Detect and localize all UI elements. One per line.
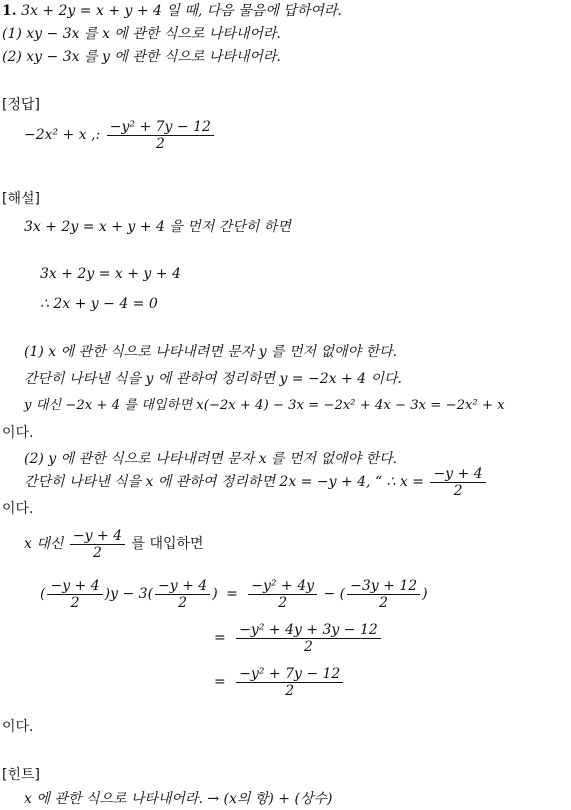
calc-left-frac-2-den: 2: [178, 594, 188, 611]
calc-r1-close: ): [422, 586, 428, 602]
calc-r1-frac-2-num: −3y + 12: [347, 578, 420, 595]
calc-left-frac-2-num: −y + 4: [155, 578, 210, 595]
problem-stem: 3x + 2y = x + y + 4 일 때, 다음 물음에 답하여라.: [21, 3, 342, 19]
part1-line4: 이다.: [2, 425, 34, 441]
calc-left-close: ): [212, 586, 218, 602]
calc-left-mid: )y − 3(: [104, 586, 154, 602]
calc-eq-2: =: [214, 630, 226, 646]
subst-frac-num: −y + 4: [70, 528, 125, 545]
calc-r3-frac-den: 2: [285, 682, 295, 699]
answer-heading: [정답]: [2, 97, 40, 113]
calc-r1-frac-1: [248, 578, 317, 611]
calc-r3-frac-num: −y² + 7y − 12: [236, 666, 343, 683]
answer-text: −2x² + x ,:: [24, 127, 101, 143]
hint-text: x 에 관한 식으로 나타내어라. → (x의 항) + (상수): [24, 791, 333, 807]
question-2: (2) xy − 3x 를 y 에 관한 식으로 나타내어라.: [2, 49, 281, 65]
calc-r1-frac-2-den: 2: [379, 594, 389, 611]
subst-fraction: [70, 528, 125, 561]
calc-left-frac-1: [47, 578, 102, 611]
calc-eq-1: =: [226, 586, 238, 602]
problem-header: [2, 2, 342, 20]
calc-r1-frac-2: [347, 578, 420, 611]
calc-row-2: [214, 618, 383, 658]
answer-line: [24, 115, 216, 155]
subst-frac-den: 2: [92, 544, 102, 561]
calc-r2-frac-num: −y² + 4y + 3y − 12: [236, 622, 381, 639]
part2-frac-den: 2: [453, 482, 463, 499]
solution-eq1: 3x + 2y = x + y + 4: [40, 266, 181, 282]
hint-heading: [힌트]: [2, 767, 40, 783]
calc-r3-frac: [236, 666, 343, 699]
part1-line3: y 대신 −2x + 4 를 대입하면 x(−2x + 4) − 3x = −2x² + 4x − 3x = −2x² + x: [24, 398, 505, 413]
question-1: (1) xy − 3x 를 x 에 관한 식으로 나타내어라.: [2, 26, 281, 42]
part1-line2: 간단히 나타낸 식을 y 에 관하여 정리하면 y = −2x + 4 이다.: [24, 371, 403, 387]
part1-line1: (1) x 에 관한 식으로 나타내려면 문자 y 를 먼저 없애야 한다.: [24, 344, 398, 360]
substitution-line: [24, 524, 204, 564]
answer-frac-den: 2: [155, 135, 165, 152]
calc-r2-frac: [236, 622, 381, 655]
part2-line2-text: 간단히 나타낸 식을 x 에 관하여 정리하면 2x = −y + 4, “ ∴ x =: [24, 474, 424, 490]
answer-fraction: [107, 119, 214, 152]
calc-left-frac-1-den: 2: [70, 594, 80, 611]
answer-frac-num: −y² + 7y − 12: [107, 119, 214, 136]
solution-eq2: ∴ 2x + y − 4 = 0: [40, 296, 158, 312]
solution-end: 이다.: [2, 719, 34, 735]
part2-line1: (2) y 에 관한 식으로 나타내려면 문자 x 를 먼저 없애야 한다.: [24, 451, 398, 467]
calc-row-3: [214, 662, 345, 702]
calc-left-frac-1-num: −y + 4: [47, 578, 102, 595]
calc-r2-frac-den: 2: [304, 638, 313, 655]
part2-frac-num: −y + 4: [430, 466, 485, 483]
calc-r1-frac-1-num: −y² + 4y: [248, 578, 317, 595]
part2-fraction: [430, 466, 485, 499]
solution-heading: [해설]: [2, 191, 40, 207]
calc-row-1: [40, 574, 428, 614]
calc-left-frac-2: [155, 578, 210, 611]
calc-r1-mid: − (: [323, 586, 346, 602]
calc-eq-3: =: [214, 674, 226, 690]
subst-pre: x 대신: [24, 536, 64, 552]
calc-left-open: (: [40, 586, 46, 602]
problem-number: 1.: [2, 3, 17, 19]
calc-r1-frac-1-den: 2: [278, 594, 288, 611]
part2-line2: [24, 462, 488, 502]
subst-post: 를 대입하면: [131, 536, 204, 552]
solution-intro: 3x + 2y = x + y + 4 을 먼저 간단히 하면: [24, 219, 291, 235]
part2-line3: 이다.: [2, 501, 34, 517]
